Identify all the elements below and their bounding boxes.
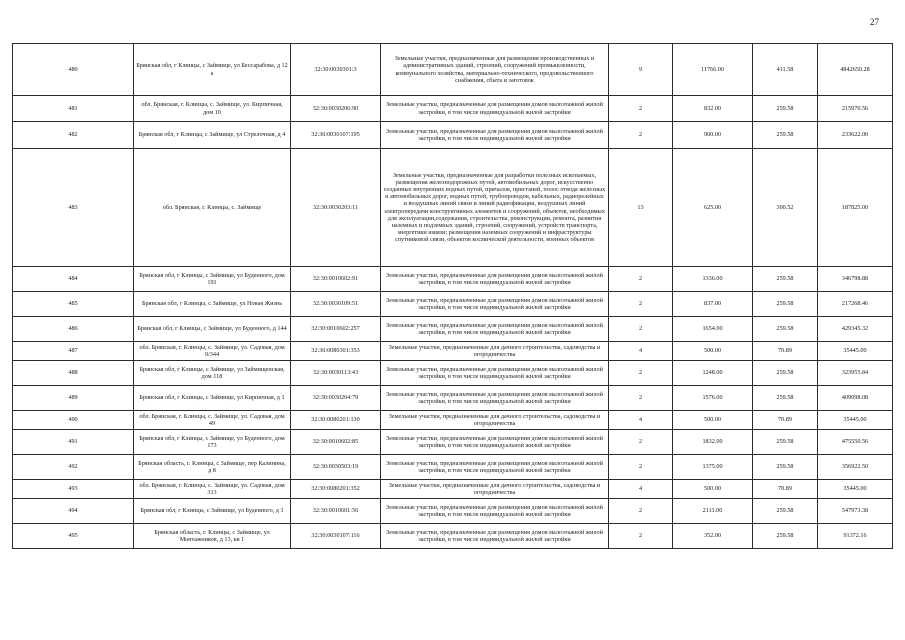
use-group-cell: 2 bbox=[609, 122, 673, 149]
area-cell: 1336.00 bbox=[673, 267, 753, 292]
address-cell: обл. Брянская, г. Клинцы, с. Займище bbox=[134, 149, 291, 267]
specific-value-cell: 259.58 bbox=[753, 386, 818, 411]
use-group-cell: 2 bbox=[609, 455, 673, 480]
row-number-cell: 492 bbox=[13, 455, 134, 480]
use-group-cell: 2 bbox=[609, 386, 673, 411]
table-row bbox=[13, 455, 893, 480]
row-number-cell: 482 bbox=[13, 122, 134, 149]
use-group-cell: 2 bbox=[609, 267, 673, 292]
land-use-cell: Земельные участки, предназначенные для дачного строительства, садоводства и огородничества bbox=[381, 480, 609, 499]
land-use-cell: Земельные участки, предназначенные для размещения домов малоэтажной жилой застройки, в том числе индивидуальной жилой застройки bbox=[381, 267, 609, 292]
specific-value-cell: 259.58 bbox=[753, 499, 818, 524]
area-cell: 1375.00 bbox=[673, 455, 753, 480]
land-use-cell: Земельные участки, предназначенные для размещения домов малоэтажной жилой застройки, в том числе индивидуальной жилой застройки bbox=[381, 430, 609, 455]
cadastral-value-cell: 409098.08 bbox=[818, 386, 893, 411]
address-cell: Брянская обл, г Клинцы, с Займище, ул Займищенская, дом 118 bbox=[134, 361, 291, 386]
address-cell: Брянская обл, г Клинцы, с Займище, ул Буденного, дом 173 bbox=[134, 430, 291, 455]
address-cell: Брянская обл, г Клинцы, с Займище, ул Бессарабова, д 12 а bbox=[134, 44, 291, 96]
table-row bbox=[13, 480, 893, 499]
cadastral-number-cell: 32:30:0010601:56 bbox=[291, 499, 381, 524]
address-cell: Брянская обл, г Клинцы, с Займище, ул Кирпичная, д 1 bbox=[134, 386, 291, 411]
cadastral-number-cell: 32:30:0030113:43 bbox=[291, 361, 381, 386]
page-number: 27 bbox=[870, 17, 879, 27]
table-row bbox=[13, 430, 893, 455]
cadastral-value-cell: 356922.50 bbox=[818, 455, 893, 480]
address-cell: Брянская область, г. Клинцы, с Займище, ул Монтажников, д 13, кв 1 bbox=[134, 524, 291, 549]
table-row bbox=[13, 361, 893, 386]
address-cell: обл. Брянская, г. Клинцы, с. Займище, ул. Кирпичная, дом 10 bbox=[134, 96, 291, 122]
land-use-cell: Земельные участки, предназначенные для размещения домов малоэтажной жилой застройки, в том числе индивидуальной жилой застройки bbox=[381, 386, 609, 411]
land-use-cell: Земельные участки, предназначенные для размещения производственных и административных зданий, строений, сооружений промышленности, коммунального хозяйства, материально-технического, продовольственного снабжения, сбыта и заготовок bbox=[381, 44, 609, 96]
area-cell: 1832.00 bbox=[673, 430, 753, 455]
address-cell: Брянская обл, г Клинцы, с Займище, ул Буденного, дом 191 bbox=[134, 267, 291, 292]
specific-value-cell: 259.58 bbox=[753, 122, 818, 149]
cadastral-number-cell: 32:30:0030204:79 bbox=[291, 386, 381, 411]
area-cell: 1576.00 bbox=[673, 386, 753, 411]
address-cell: Брянская область, г. Клинцы, с Займище, пер Калинина, д 8 bbox=[134, 455, 291, 480]
land-use-cell: Земельные участки, предназначенные для размещения домов малоэтажной жилой застройки, в том числе индивидуальной жилой застройки bbox=[381, 317, 609, 342]
row-number-cell: 486 bbox=[13, 317, 134, 342]
cadastral-value-cell: 187825.00 bbox=[818, 149, 893, 267]
area-cell: 1654.00 bbox=[673, 317, 753, 342]
use-group-cell: 2 bbox=[609, 524, 673, 549]
cadastral-value-cell: 35445.00 bbox=[818, 342, 893, 361]
area-cell: 11766.00 bbox=[673, 44, 753, 96]
cadastral-number-cell: 32:30:0030109:51 bbox=[291, 292, 381, 317]
row-number-cell: 483 bbox=[13, 149, 134, 267]
row-number-cell: 489 bbox=[13, 386, 134, 411]
use-group-cell: 2 bbox=[609, 292, 673, 317]
row-number-cell: 488 bbox=[13, 361, 134, 386]
specific-value-cell: 300.52 bbox=[753, 149, 818, 267]
table-body bbox=[13, 44, 893, 549]
row-number-cell: 484 bbox=[13, 267, 134, 292]
address-cell: обл. Брянская, г. Клинцы, с. Займище, ул. Садовая, дом 9/344 bbox=[134, 342, 291, 361]
address-cell: Брянская обл, г Клинцы, с Займище, ул Стрелочная, д 4 bbox=[134, 122, 291, 149]
row-number-cell: 480 bbox=[13, 44, 134, 96]
cadastral-number-cell: 32:30:0010602:257 bbox=[291, 317, 381, 342]
cadastral-value-cell: 233622.00 bbox=[818, 122, 893, 149]
table-row bbox=[13, 317, 893, 342]
cadastral-number-cell: 32:30:0080301:353 bbox=[291, 342, 381, 361]
row-number-cell: 493 bbox=[13, 480, 134, 499]
table-row bbox=[13, 342, 893, 361]
table-row bbox=[13, 292, 893, 317]
area-cell: 2111.00 bbox=[673, 499, 753, 524]
cadastral-number-cell: 32:30:0030107:195 bbox=[291, 122, 381, 149]
cadastral-number-cell: 32:30:0030301:3 bbox=[291, 44, 381, 96]
cadastral-value-cell: 4842650.28 bbox=[818, 44, 893, 96]
cadastral-number-cell: 32:30:0030503:19 bbox=[291, 455, 381, 480]
cadastral-value-table bbox=[12, 43, 893, 549]
cadastral-value-cell: 475550.56 bbox=[818, 430, 893, 455]
row-number-cell: 494 bbox=[13, 499, 134, 524]
cadastral-number-cell: 32:30:0080201:352 bbox=[291, 480, 381, 499]
use-group-cell: 2 bbox=[609, 317, 673, 342]
cadastral-number-cell: 32:30:0010602:85 bbox=[291, 430, 381, 455]
row-number-cell: 491 bbox=[13, 430, 134, 455]
table-row bbox=[13, 44, 893, 96]
cadastral-value-cell: 35445.00 bbox=[818, 480, 893, 499]
use-group-cell: 2 bbox=[609, 430, 673, 455]
cadastral-value-cell: 323955.84 bbox=[818, 361, 893, 386]
area-cell: 625.00 bbox=[673, 149, 753, 267]
area-cell: 500.00 bbox=[673, 342, 753, 361]
land-use-cell: Земельные участки, предназначенные для размещения домов малоэтажной жилой застройки, в том числе индивидуальной жилой застройки bbox=[381, 122, 609, 149]
address-cell: Брянская обл, г Клинцы, с Займище, ул Новая Жизнь bbox=[134, 292, 291, 317]
cadastral-value-cell: 346798.88 bbox=[818, 267, 893, 292]
use-group-cell: 13 bbox=[609, 149, 673, 267]
address-cell: Брянская обл, г Клинцы, с Займище, ул Буденного, д 144 bbox=[134, 317, 291, 342]
cadastral-value-cell: 217268.46 bbox=[818, 292, 893, 317]
area-cell: 500.00 bbox=[673, 480, 753, 499]
cadastral-number-cell: 32:30:0080201:130 bbox=[291, 411, 381, 430]
row-number-cell: 487 bbox=[13, 342, 134, 361]
table-row bbox=[13, 499, 893, 524]
area-cell: 500.00 bbox=[673, 411, 753, 430]
specific-value-cell: 259.58 bbox=[753, 361, 818, 386]
use-group-cell: 4 bbox=[609, 411, 673, 430]
specific-value-cell: 70.89 bbox=[753, 480, 818, 499]
address-cell: обл. Брянская, г. Клинцы, с. Займище, ул. Садовая, дом 49 bbox=[134, 411, 291, 430]
table-row bbox=[13, 96, 893, 122]
specific-value-cell: 70.89 bbox=[753, 342, 818, 361]
use-group-cell: 2 bbox=[609, 96, 673, 122]
area-cell: 900.00 bbox=[673, 122, 753, 149]
cadastral-value-cell: 429345.32 bbox=[818, 317, 893, 342]
row-number-cell: 481 bbox=[13, 96, 134, 122]
land-use-cell: Земельные участки, предназначенные для дачного строительства, садоводства и огородничества bbox=[381, 411, 609, 430]
table-row bbox=[13, 149, 893, 267]
row-number-cell: 485 bbox=[13, 292, 134, 317]
area-cell: 832.00 bbox=[673, 96, 753, 122]
use-group-cell: 4 bbox=[609, 342, 673, 361]
address-cell: обл. Брянская, г. Клинцы, с. Займище, ул. Садовая, дом 313 bbox=[134, 480, 291, 499]
row-number-cell: 490 bbox=[13, 411, 134, 430]
specific-value-cell: 259.58 bbox=[753, 317, 818, 342]
land-use-cell: Земельные участки, предназначенные для размещения домов малоэтажной жилой застройки, в том числе индивидуальной жилой застройки bbox=[381, 361, 609, 386]
specific-value-cell: 70.89 bbox=[753, 411, 818, 430]
specific-value-cell: 259.58 bbox=[753, 455, 818, 480]
cadastral-number-cell: 32:30:0030107:116 bbox=[291, 524, 381, 549]
specific-value-cell: 259.58 bbox=[753, 430, 818, 455]
row-number-cell: 495 bbox=[13, 524, 134, 549]
table-row bbox=[13, 267, 893, 292]
use-group-cell: 2 bbox=[609, 499, 673, 524]
table-row bbox=[13, 524, 893, 549]
area-cell: 1248.00 bbox=[673, 361, 753, 386]
specific-value-cell: 259.58 bbox=[753, 96, 818, 122]
table-row bbox=[13, 386, 893, 411]
cadastral-number-cell: 32:30:0010602:91 bbox=[291, 267, 381, 292]
cadastral-value-cell: 35445.00 bbox=[818, 411, 893, 430]
table-row bbox=[13, 122, 893, 149]
cadastral-number-cell: 32:30:0030206:90 bbox=[291, 96, 381, 122]
specific-value-cell: 259.58 bbox=[753, 267, 818, 292]
land-use-cell: Земельные участки, предназначенные для размещения домов малоэтажной жилой застройки, в том числе индивидуальной жилой застройки bbox=[381, 96, 609, 122]
land-use-cell: Земельные участки, предназначенные для дачного строительства, садоводства и огородничества bbox=[381, 342, 609, 361]
cadastral-value-cell: 547973.38 bbox=[818, 499, 893, 524]
area-cell: 352.00 bbox=[673, 524, 753, 549]
cadastral-value-cell: 91372.16 bbox=[818, 524, 893, 549]
land-use-cell: Земельные участки, предназначенные для размещения домов малоэтажной жилой застройки, в том числе индивидуальной жилой застройки bbox=[381, 499, 609, 524]
land-use-cell: Земельные участки, предназначенные для разработки полезных ископаемых, размещения железнодорожных путей, автомобильных дорог, искусственно созданных внутренних водных путей, причалов, пристаней, полос отвода железных и автомобильных дорог, водных путей, трубопроводов, кабельных, радиорелейных и воздушных линий связи и линий радиофикации, воздушных линий электропередачи конструктивных элементов и сооружений, объектов, необходимых для эксплуатации,содержания, строительства, реконструкции, ремонта, развития наземных и подземных зданий, строений, сооружений, устройств транспорта, энергетики иsвязи; размещения наземных сооружений и инфраструктуры спутниковой связи, объектов космической деятельности, военных объектов bbox=[381, 149, 609, 267]
land-use-cell: Земельные участки, предназначенные для размещения домов малоэтажной жилой застройки, в том числе индивидуальной жилой застройки bbox=[381, 292, 609, 317]
specific-value-cell: 411.58 bbox=[753, 44, 818, 96]
specific-value-cell: 259.58 bbox=[753, 292, 818, 317]
cadastral-value-cell: 215970.56 bbox=[818, 96, 893, 122]
land-use-cell: Земельные участки, предназначенные для размещения домов малоэтажной жилой застройки, в том числе индивидуальной жилой застройки bbox=[381, 455, 609, 480]
cadastral-number-cell: 32:30:0030203:11 bbox=[291, 149, 381, 267]
area-cell: 837.00 bbox=[673, 292, 753, 317]
use-group-cell: 4 bbox=[609, 480, 673, 499]
specific-value-cell: 259.58 bbox=[753, 524, 818, 549]
land-use-cell: Земельные участки, предназначенные для размещения домов малоэтажной жилой застройки, в том числе индивидуальной жилой застройки bbox=[381, 524, 609, 549]
use-group-cell: 2 bbox=[609, 361, 673, 386]
use-group-cell: 9 bbox=[609, 44, 673, 96]
table-row bbox=[13, 411, 893, 430]
address-cell: Брянская обл, г Клинцы, с Займище, ул Буденного, д 1 bbox=[134, 499, 291, 524]
